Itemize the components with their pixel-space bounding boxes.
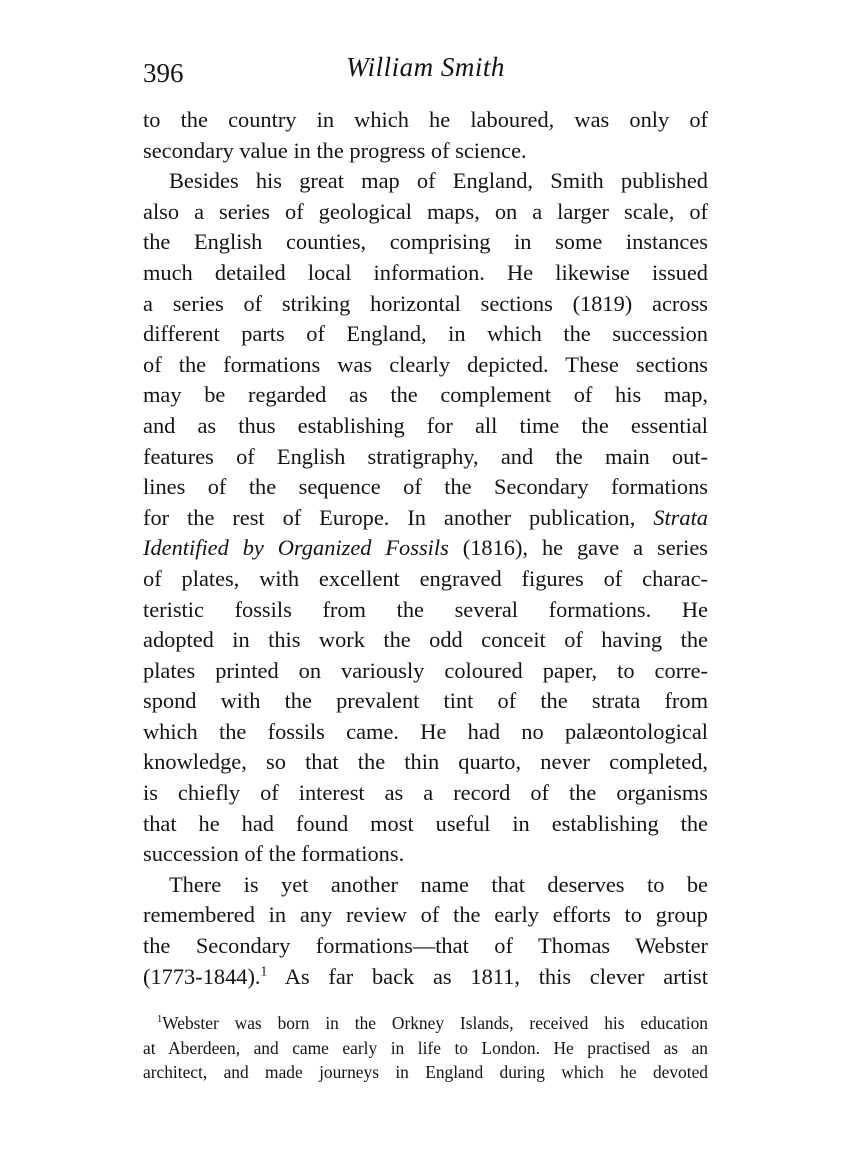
text-line: of the formations was clearly depicted. These sections [143,351,708,377]
text-line: plates printed on variously coloured paper, to corre- [143,657,708,683]
text-line: much detailed local information. He likewise issued [143,259,708,285]
text-line: spond with the prevalent tint of the strata from [143,688,708,714]
text-line: teristic fossils from the several formations. He [143,596,708,622]
text-line: features of English stratigraphy, and the main out- [143,443,708,469]
text-line: lines of the sequence of the Secondary formations [143,474,708,500]
line-text: (1816), he gave a series [448,535,708,561]
text-line: a series of striking horizontal sections (1819) across [143,290,708,316]
line-text: As far back as 1811, this clever artist [267,963,708,989]
book-title-italic: Identified by Organized Fossils [143,535,449,561]
text-line: also a series of geological maps, on a larger scale, of [143,198,708,224]
text-line: and as thus establishing for all time the essential [143,412,708,438]
text-line: remembered in any review of the early efforts to group [143,902,708,928]
text-line: which the fossils came. He had no palæontological [143,718,708,744]
footnotes [143,1011,708,1085]
paragraph-start-line: Besides his great map of England, Smith published [169,168,708,194]
page-number: 396 [143,58,184,88]
footnote-marker: 1 [157,1014,163,1026]
text-line: adopted in this work the odd conceit of having the [143,627,708,653]
running-title: William Smith [346,52,505,82]
text-line [143,503,708,534]
text-line: is chiefly of interest as a record of the organisms [143,780,708,806]
text-line: different parts of England, in which the succession [143,321,708,347]
book-title-italic: Strata [653,504,708,530]
text-line: may be regarded as the complement of his map, [143,382,708,408]
footnote-line: architect, and made journeys in England during which he devoted [143,1062,708,1082]
footnote-text: Webster was born in the Orkney Islands, received his education [162,1013,708,1033]
text-line: succession of the formations. [143,841,405,867]
body-text [143,105,708,992]
text-line [143,962,708,993]
text-line [143,533,708,564]
line-text: for the rest of Europe. In another publication, [143,504,654,530]
text-line: the Secondary formations—that of Thomas Webster [143,933,708,959]
text-line: the English counties, comprising in some instances [143,229,708,255]
footnote-reference[interactable]: 1 [260,963,268,979]
text-line: secondary value in the progress of science. [143,137,527,163]
text-line: to the country in which he laboured, was only of [143,107,708,132]
text-line: knowledge, so that the thin quarto, never completed, [143,749,708,775]
text-line: that he had found most useful in establishing the [143,810,708,836]
footnote-line [143,1011,708,1036]
line-text: (1773-1844). [143,963,261,989]
page-header [143,52,708,92]
footnote-line: at Aberdeen, and came early in life to London. He practised as an [143,1037,708,1058]
paragraph-start-line: There is yet another name that deserves to be [169,871,708,897]
text-line: of plates, with excellent engraved figures of charac- [143,565,708,591]
